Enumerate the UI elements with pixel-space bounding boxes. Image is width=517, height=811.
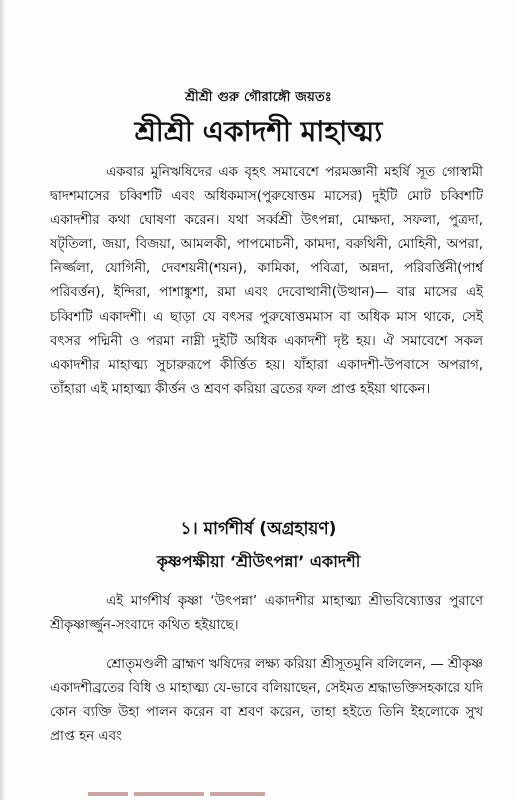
section-text-2: শ্রোতৃমণ্ডলী ব্রাহ্মণ ঋষিদের লক্ষ্য করিয়া শ্রীসূতমুনি বলিলেন, — শ্রীকৃষ্ণ একাদশীব্রতের বিধি ও মাহাত্ম্য যে-ভাবে বলিয়াছেন, সেইমত শ্রদ্ধাভক্তিসহকারে যদি কোন ব্যক্তি উহা পালন করেন বা শ্রবণ করেন, তাহা হইতে তিনি ইহলোকে সুখ প্রাপ্ত হন এবং <box>50 657 483 745</box>
section-heading: ১। মার্গশীর্ষ (অগ্রহায়ণ) <box>180 519 337 539</box>
intro-paragraph <box>50 161 483 402</box>
next-page-bleed <box>88 792 388 800</box>
intro-text: একবার মুনিঋষিদের এক বৃহৎ সমাবেশে পরমজ্ঞানী মহর্ষি সূত গোস্বামী দ্বাদশমাসের চব্বিশটি এবং অধিকমাস(পুরুষোত্তম মাসের) দুইটি মোট চব্বিশটি একাদশীর কথা ঘোষণা করেন। যথা সর্ব্বশ্রী উৎপন্না, মোক্ষদা, সফলা, পুত্রদা, ষট্‌তিলা, জয়া, বিজয়া, আমলকী, পাপমোচনী, কামদা, বরুথিনী, মোহিনী, অপরা, নির্জ্জলা, যোগিনী, দেবশয়নী(শয়ন), কামিকা, পবিত্রা, অন্নদা, পরিবর্ত্তিনী(পার্শ্ব পরিবর্ত্তন), ইন্দিরা, পাশাঙ্কুশা, রমা এবং দেবোত্থানী(উত্থান)— বার মাসের এই চব্বিশটি একাদশী। এ ছাড়া যে বৎসর পুরুষোত্তমমাস বা অধিক মাস থাকে, সেই বৎসর পদ্মিনী ও পরমা নাম্নী দুইটি অধিক একাদশী দৃষ্ট হয়। ঐ সমাবেশে সকল একাদশীর মাহাত্ম্য সুচারুরূপে কীর্ত্তিত হয়। যাঁহারা একাদশী-উপবাসে অপরাগ, তাঁহারা এই মাহাত্ম্য কীর্ত্তন ও শ্রবণ করিয়া ব্রতের ফল প্রাপ্ত হইয়া থাকেন। <box>50 165 483 397</box>
section-subheading: কৃষ্ণপক্ষীয়া ‘শ্রীউৎপন্না’ একাদশী <box>156 552 361 571</box>
section-text-1: এই মার্গশীর্ষ কৃষ্ণা ‘উৎপন্না’ একাদশীর মাহাত্ম্য শ্রীভবিষ্যোত্তর পুরাণে শ্রীকৃষ্ণার্জ্জুন-সংবাদে কথিত হইয়াছে। <box>50 594 483 634</box>
page-title: শ্রীশ্রী একাদশী মাহাত্ম্য <box>134 115 383 148</box>
blessing-line: শ্রীশ্রী গুরু গৌরাঙ্গৌ জয়তঃ <box>185 90 332 105</box>
section-paragraph-1 <box>50 590 483 638</box>
section-paragraph-2 <box>50 653 483 749</box>
